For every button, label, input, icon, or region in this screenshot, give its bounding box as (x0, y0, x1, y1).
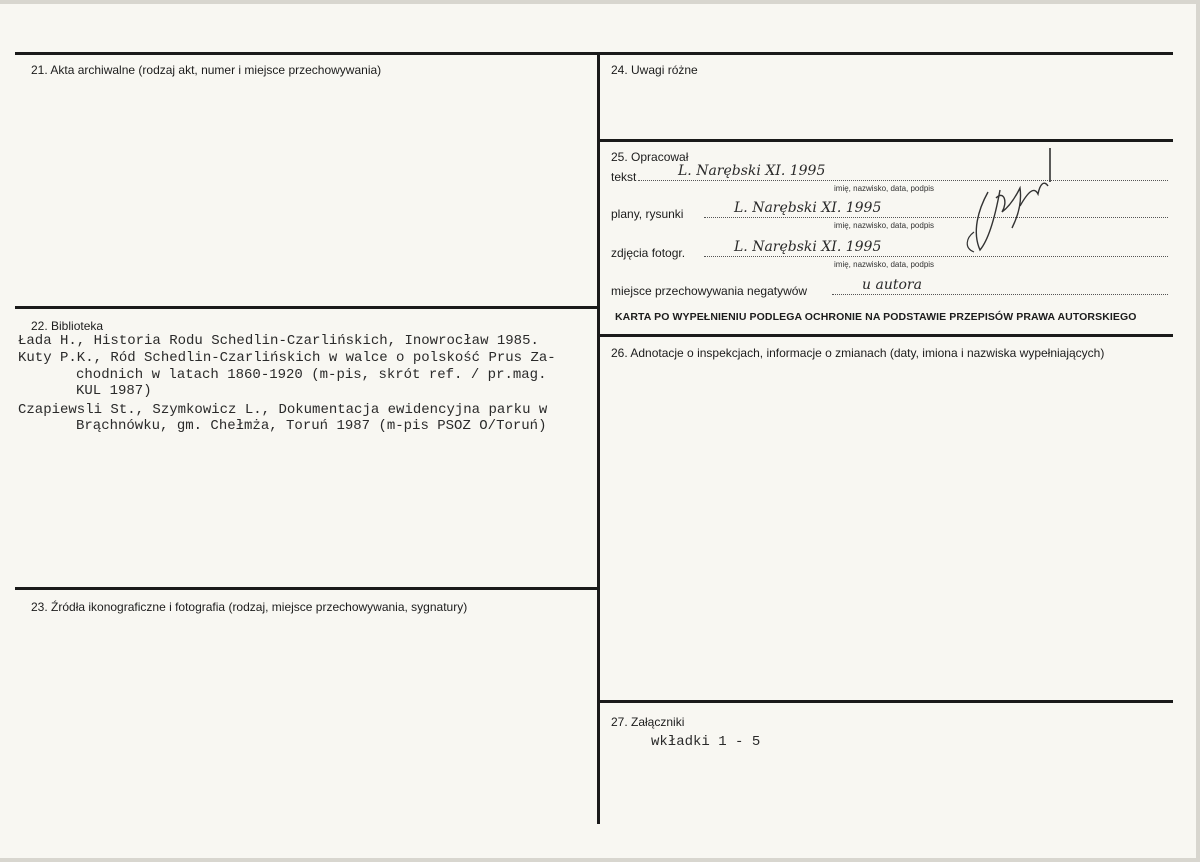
prepared-text-value: L. Narębski XI. 1995 (678, 163, 826, 179)
rule-below-21 (15, 306, 599, 309)
bibliography-entry: Kuty P.K., Ród Schedlin-Czarlińskich w walce o polskość Prus Za- (18, 350, 556, 366)
section-21-title: 21. Akta archiwalne (rodzaj akt, numer i miejsce przechowywania) (31, 63, 382, 77)
top-rule (15, 52, 1173, 55)
prepared-photos-label: zdjęcia fotogr. (611, 246, 686, 260)
prepared-photos-caption: imię, nazwisko, data, podpis (834, 260, 935, 269)
section-27-title: 27. Załączniki (611, 715, 685, 729)
negatives-storage-label: miejsce przechowywania negatywów (611, 284, 808, 298)
prepared-plans-line (704, 217, 1168, 218)
rule-below-25 (599, 334, 1173, 337)
copyright-note: KARTA PO WYPEŁNIENIU PODLEGA OCHRONIE NA PODSTAWIE PRZEPISÓW PRAWA AUTORSKIEGO (615, 311, 1137, 323)
prepared-photos-line (704, 256, 1168, 257)
prepared-text-line (638, 180, 1168, 181)
scan-edge-right (1196, 0, 1200, 862)
section-23-title: 23. Źródła ikonograficzne i fotografia (rodzaj, miejsce przechowywania, sygnatury) (31, 600, 468, 614)
bibliography-entry: Brąchnówku, gm. Chełmża, Toruń 1987 (m-pis PSOZ O/Toruń) (76, 418, 547, 434)
attachments-value: wkładki 1 - 5 (651, 734, 761, 750)
prepared-photos-value: L. Narębski XI. 1995 (734, 239, 882, 255)
rule-below-22 (15, 587, 599, 590)
rule-below-24 (599, 139, 1173, 142)
bibliography-entry: KUL 1987) (76, 383, 152, 399)
section-24-title: 24. Uwagi różne (611, 63, 698, 77)
section-22-title: 22. Biblioteka (31, 319, 104, 333)
prepared-plans-caption: imię, nazwisko, data, podpis (834, 221, 935, 230)
scan-edge-bottom (0, 858, 1200, 862)
center-divider (597, 52, 600, 824)
rule-below-26 (599, 700, 1173, 703)
scan-edge-top (0, 0, 1200, 4)
negatives-storage-line (832, 294, 1168, 295)
section-25-title: 25. Opracował (611, 150, 689, 164)
bibliography-entry: Łada H., Historia Rodu Schedlin-Czarlińskich, Inowrocław 1985. (18, 333, 539, 349)
bibliography-entry: chodnich w latach 1860-1920 (m-pis, skrót ref. / pr.mag. (76, 367, 547, 383)
negatives-storage-value: u autora (862, 277, 922, 293)
prepared-plans-value: L. Narębski XI. 1995 (734, 200, 882, 216)
prepared-text-label: tekst (611, 170, 637, 184)
author-signature (960, 140, 1070, 260)
prepared-plans-label: plany, rysunki (611, 207, 684, 221)
prepared-text-caption: imię, nazwisko, data, podpis (834, 184, 935, 193)
bibliography-entry: Czapiewsli St., Szymkowicz L., Dokumentacja ewidencyjna parku w (18, 402, 548, 418)
section-26-title: 26. Adnotacje o inspekcjach, informacje o zmianach (daty, imiona i nazwiska wypełniających) (611, 346, 1105, 360)
